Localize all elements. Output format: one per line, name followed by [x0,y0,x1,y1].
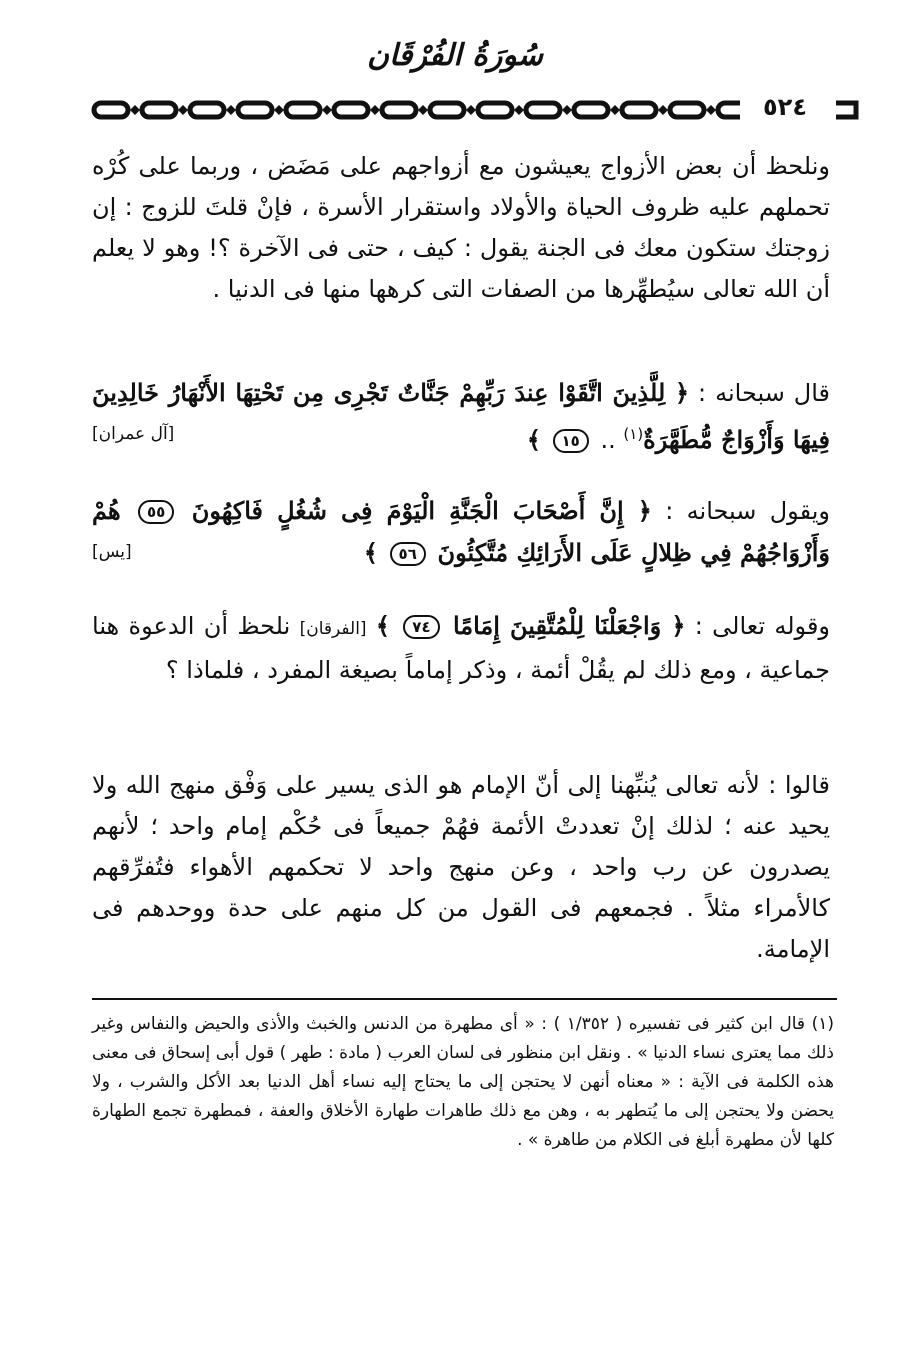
paragraph-quran-yasin [92,490,830,574]
quote-intro: قال سبحانه : [698,379,830,407]
ornament-diamond [178,105,188,115]
footnote-divider [92,998,837,1000]
commentary-text: نلحظ أن الدعوة هنا جماعية ، ومع ذلك لم يقُلْ أئمة ، وذكر إماماً بصيغة المفرد ، فلماذا ؟ [92,612,830,684]
ornament-link [190,103,224,117]
quote-close: ﴾ [363,538,378,567]
ornament-link [238,103,272,117]
ornament-link [574,103,608,117]
ornament-link [382,103,416,117]
ornament-link [478,103,512,117]
ornament-link [94,103,128,117]
surah-reference: [الفرقان] [299,619,367,639]
ornament-end-cap [836,103,856,117]
ornament-diamond [274,105,284,115]
ellipsis: .. [600,426,616,454]
quote-close: ﴾ [526,425,541,454]
surah-title: سُورَةُ الفُرْقَان [366,38,543,73]
ornament-link [430,103,464,117]
ornament-diamond [466,105,476,115]
footnote: (١) قال ابن كثير فى تفسيره ( ١/٣٥٢ ) : « أى مطهرة من الدنس والخبث والأذى والحيض والنفاس وغير ذلك مما يعترى نساء الدنيا » . ونقل ابن منظور فى لسان العرب ( مادة : طهر ) قول أبى إسحاق فى معنى هذه الكلمة فى الآية : « معناه أنهن لا يحتجن إلى ما يحتاج إليه نساء أهل الدنيا بعد الأكل والشرب ، ولا يحضن ولا يحتجن إلى ما يُتطهر به ، وهن مع ذلك طاهرات طهارة الأخلاق والعفة ، فمطهرة تجمع الطهارة كلها لأن مطهرة أبلغ فى الكلام من طاهرة » . [92,1014,834,1150]
ornament-diamond [514,105,524,115]
ornament-link [622,103,656,117]
quran-verse: ﴿ إِنَّ أَصْحَابَ الْجَنَّةِ الْيَوْمَ فِى شُغُلٍ فَاكِهُونَ [191,496,652,525]
ornament-diamond [418,105,428,115]
ayah-number-mark: ٥٥ [138,500,174,524]
ornament-diamond [130,105,140,115]
ayah-number-mark: ١٥ [553,429,589,453]
ornament-link [334,103,368,117]
ornament-diamond [322,105,332,115]
ayah-number-mark: ٥٦ [390,542,426,566]
ornament-diamond [658,105,668,115]
ornament-link [526,103,560,117]
ornament-link [286,103,320,117]
quran-verse: ﴿ وَاجْعَلْنَا لِلْمُتَّقِينَ إِمَامًا [452,611,686,640]
ornament-link [142,103,176,117]
paragraph-explanation: قالوا : لأنه تعالى يُنبِّهنا إلى أنّ الإمام هو الذى يسير على وَفْق منهج الله ولا يحيد عنه ؛ لذلك إنْ تعددتْ الأئمة فهُمْ جميعاً فى حُكْم إمام واحد ؛ لأنهم يصدرون عن رب واحد ، وعن منهج واحد لا تحكمهم الأهواء فتُفرِّقهم كالأمراء مثلاً . فجمعهم فى القول من كل منهم على حدة ووحدهم فى الإمامة. [92,771,830,963]
paragraph-intro: ونلحظ أن بعض الأزواج يعيشون مع أزواجهم على مَضَض ، وربما على كُرْه تحملهم عليه ظروف الحياة والأولاد واستقرار الأسرة ، فإنْ قلتَ للزوج : إن زوجتك ستكون معك فى الجنة يقول : كيف ، حتى فى الآخرة ؟! وهو لا يعلم أن الله تعالى سيُطهِّرها من الصفات التى كرهها منها فى الدنيا . [92,152,830,303]
ayah-number-mark: ٧٤ [403,615,439,639]
ornament-diamond [706,105,716,115]
quote-close: ﴾ [375,611,390,640]
footnote-marker: (١) [623,425,644,443]
paragraph-quran-al-imran [92,372,830,461]
ornament-diamond [610,105,620,115]
quote-intro: وقوله تعالى : [694,612,831,640]
quran-verse: هُمْ وَأَزْوَاجُهُمْ فِي ظِلالٍ عَلَى الأَرَائِكِ مُتَّكِئُونَ [92,496,830,567]
ornament-link [670,103,704,117]
ornament-diamond [562,105,572,115]
quote-intro: ويقول سبحانه : [665,497,830,525]
page-number: ٥٢٤ [740,93,830,121]
ornament-diamond [370,105,380,115]
surah-reference: [يس] [92,542,132,562]
surah-reference: [آل عمران] [92,424,175,444]
quran-verse: ﴿ لِلَّذِينَ اتَّقَوْا عِندَ رَبِّهِمْ جَنَّاتٌ تَجْرِى مِن تَحْتِهَا الأَنْهَارُ خَالِدِينَ فِيهَا وَأَزْوَاجٌ مُّطَهَّرَةٌ [92,378,830,454]
paragraph-quran-furqan [92,605,830,691]
ornament-diamond [226,105,236,115]
